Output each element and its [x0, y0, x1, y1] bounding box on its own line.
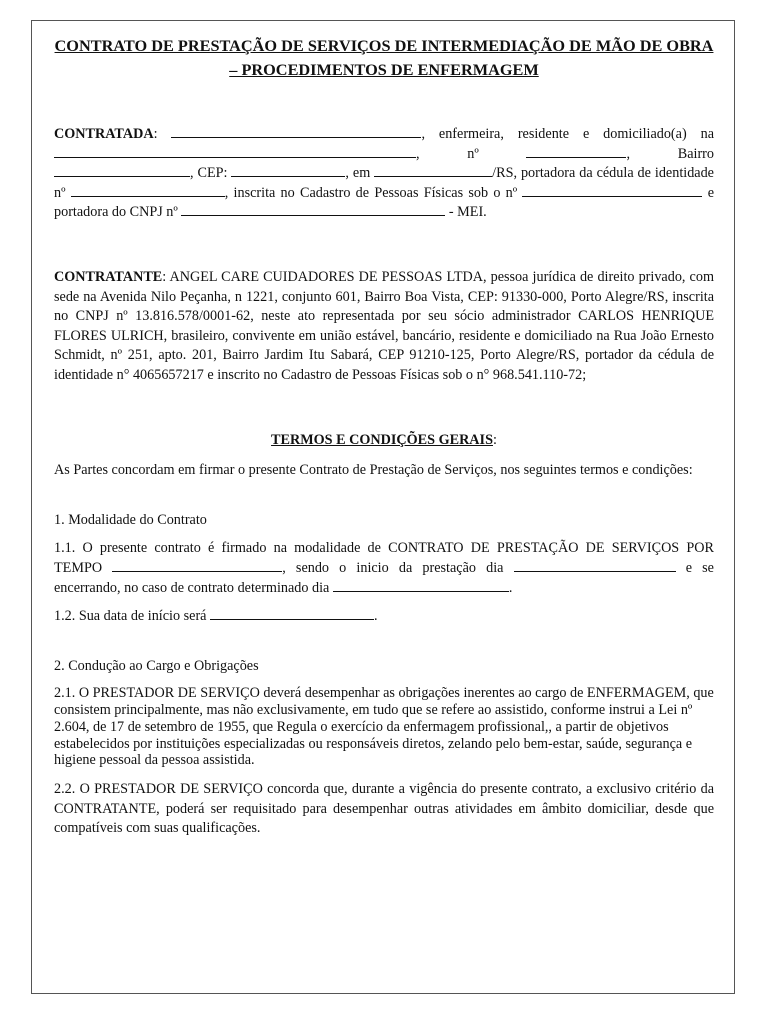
contratada-paragraph [54, 125, 714, 223]
contratada-text: : [153, 126, 172, 142]
address-blank [54, 145, 416, 158]
contratante-label: CONTRATANTE [54, 268, 163, 285]
city-blank [374, 164, 492, 177]
contratada-text: , em [345, 165, 375, 182]
cep-blank [231, 164, 345, 177]
clause-text: e se encerrando, no caso de contrato determinado dia [54, 559, 714, 596]
number-blank [526, 145, 626, 158]
contratada-text: e portadora do CNPJ nº [54, 184, 714, 221]
clause-text: 1.1. O presente contrato é firmado na modalidade de CONTRATO DE PRESTAÇÃO DE SERVIÇOS POR TEMPO [54, 540, 714, 576]
contratada-text: , nº [416, 145, 527, 162]
cpf-blank [522, 184, 702, 197]
contratada-text: , CEP: [190, 165, 232, 182]
contratante-text: : ANGEL CARE CUIDADORES DE PESSOAS LTDA, pessoa jurídica de direito privado, com sede na Avenida Nilo Peçanha, n 1221, conjunto 601, Bairro Boa Vista, CEP: 91330-000, Porto Alegre/RS, inscrita no CNPJ nº 13.816.578/0001-62, neste ato representada por seu sócio administrador CARLOS HENRIQUE FLORES ULRICH, brasileiro, convivente em união estável, bancário, residente e domiciliado na Rua João Ernesto Schmidt, nº 251, apto. 201, Bairro Jardim Itu Sabará, CEP 91210-125, Porto Alegre/RS, portador da cédula de identidade n° 4065657217 e inscrito no Cadastro de Pessoas Físicas sob o n° 968.541.110-72; [54, 268, 714, 383]
neighborhood-blank [54, 164, 190, 177]
contratada-text: , inscrita no Cadastro de Pessoas Físicas sob o nº [224, 184, 523, 201]
document-title: CONTRATO DE PRESTAÇÃO DE SERVIÇOS DE INTERMEDIAÇÃO DE MÃO DE OBRA – PROCEDIMENTOS DE ENFERMAGEM [54, 36, 714, 79]
clause-2-2: 2.2. O PRESTADOR DE SERVIÇO concorda que, durante a vigência do presente contrato, a exclusivo critério da CONTRATANTE, poderá ser requisitado para desempenhar outras atividades em âmbito domiciliar, desde que compatíveis com suas qualificações. [54, 781, 714, 837]
clause-text: 1.2. Sua data de início será [54, 608, 211, 625]
contratada-text: , enfermeira, residente e domiciliado(a) na [421, 126, 714, 142]
terms-heading-line [54, 431, 714, 451]
name-blank [171, 125, 421, 138]
contratada-text: - MEI. [445, 204, 487, 221]
clause-1-1 [54, 539, 714, 598]
contratada-text: /RS, portadora da cédula de identidade nº [54, 165, 714, 201]
intro-paragraph: As Partes concordam em firmar o presente Contrato de Prestação de Serviços, nos seguintes termos e condições: [54, 462, 693, 479]
terms-heading-suffix: : [492, 431, 497, 448]
terms-heading: TERMOS E CONDIÇÕES GERAIS [271, 431, 493, 448]
document-body [54, 34, 714, 839]
contratada-text: , Bairro [626, 145, 714, 162]
clause-text: . [374, 608, 378, 625]
contratada-label: CONTRATADA [54, 126, 154, 142]
start-date-blank [210, 607, 374, 620]
section-2-heading: 2. Condução ao Cargo e Obrigações [54, 657, 259, 674]
clause-text: , sendo o inicio da prestação dia [282, 559, 514, 576]
contratante-paragraph [54, 268, 714, 386]
duration-blank [112, 559, 282, 572]
section-1-heading: 1. Modalidade do Contrato [54, 511, 207, 528]
identity-blank [71, 184, 225, 197]
clause-2-1: 2.1. O PRESTADOR DE SERVIÇO deverá desempenhar as obrigações inerentes ao cargo de ENFERMAGEM, que consistem principalmente, mas não exclusivamente, em tudo que se refere ao assistido, conforme instrui a Lei nº 2.604, de 17 de setembro de 1955, que Regula o exercício da enfermagem profissional,, a partir de objetivos estabelecidos por instituições especializadas ou responsáveis diretos, zelando pelo bem-estar, saúde, segurança e higiene pessoal da pessoa assistida. [54, 685, 714, 769]
clause-text: . [508, 579, 513, 596]
cnpj-blank [181, 203, 445, 216]
end-date-blank [333, 579, 509, 592]
clause-1-2 [54, 607, 714, 627]
start-date-blank [514, 559, 676, 572]
